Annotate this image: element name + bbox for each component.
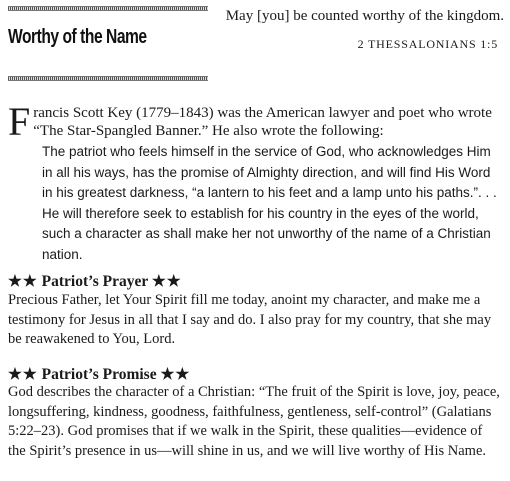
page-title: Worthy of the Name [8, 26, 147, 48]
verse-reference: 2 THESSALONIANS 1:5 [357, 37, 498, 51]
star-icon: ★★ [8, 273, 38, 290]
block-quote: The patriot who feels himself in the service of God, who acknowledges Him in all his ways, has the promise of Almighty direction, and will find His Word in his greatest darkness, “a lantern to his feet and a lamp unto his paths.”. . . He will therefore seek to establish for his country in the eyes of the world, such a character as shall make her not unworthy of the name of a Christian nation. [42, 144, 497, 262]
top-rule [8, 6, 208, 11]
star-icon: ★★ [151, 273, 182, 290]
prayer-heading [8, 272, 182, 291]
intro-text: rancis Scott Key (1779–1843) was the American lawyer and poet who wrote “The Star-Spangled Banner.” He also wrote the following: [33, 105, 492, 139]
intro-paragraph [8, 99, 502, 144]
bottom-rule [8, 76, 208, 81]
promise-text: God describes the character of a Christian: “The fruit of the Spirit is love, joy, peace, longsuffering, kindness, goodness, faithfulness, gentleness, self-control” (Galatians 5:22–23). God promises that if we walk in the Spirit, these qualities—evidence of the Spirit’s presence in us—will shine in us, and we will live worthy of His Name. [8, 384, 500, 459]
verse-text: May [you] be counted worthy of the kingdom. [225, 8, 504, 24]
promise-heading-text: Patriot’s Promise [41, 366, 157, 383]
prayer-heading-text: Patriot’s Prayer [41, 273, 148, 290]
promise-heading [8, 365, 190, 384]
star-icon: ★★ [160, 366, 191, 383]
prayer-text: Precious Father, let Your Spirit fill me today, anoint my character, and make me a testimony for Jesus in all that I say and do. I also pray for my country, that she may be reawakened to You, Lord. [8, 292, 492, 347]
star-icon: ★★ [8, 366, 38, 383]
drop-cap: F [8, 99, 31, 144]
